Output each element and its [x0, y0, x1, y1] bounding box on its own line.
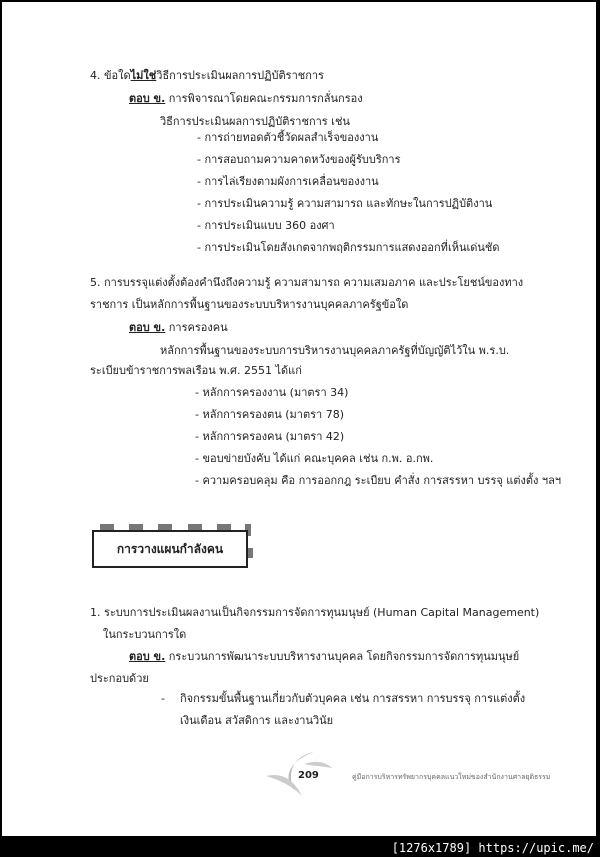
footer-text: คู่มือการบริหารทรัพยากรบุคคลแนวใหม่ของสำนักงานศาลยุติธรรม	[352, 773, 551, 781]
section-header	[92, 530, 248, 568]
list-item: - การไล่เรียงตามผังการเคลื่อนของงาน	[197, 175, 379, 188]
question-1-line2: ในกระบวนการใด	[103, 628, 187, 641]
document-page	[2, 2, 596, 836]
list-item: - ความครอบคลุม คือ การออกกฎ ระเบียบ คำสั่ง การสรรหา บรรจุ แต่งตั้ง ฯลฯ	[195, 474, 562, 487]
list-item: - การประเมินแบบ 360 องศา	[197, 219, 335, 232]
answer-1-line2: ประกอบด้วย	[90, 672, 149, 685]
explain-intro-4: วิธีการประเมินผลการปฏิบัติราชการ เช่น	[160, 115, 350, 128]
answer-4: ตอบ ข. การพิจารณาโดยคณะกรรมการกลั่นกรอง	[129, 92, 363, 105]
list-item: - การสอบถามความคาดหวังของผู้รับบริการ	[197, 153, 401, 166]
list-item: - หลักการครองคน (มาตรา 42)	[195, 430, 345, 443]
list-item: - การประเมินความรู้ ความสามารถ และทักษะในการปฏิบัติงาน	[197, 197, 493, 210]
question-4: 4. ข้อใดไม่ใช่วิธีการประเมินผลการปฏิบัติราชการ	[90, 69, 324, 82]
list-item: - ขอบข่ายบังคับ ได้แก่ คณะบุคคล เช่น ก.พ. อ.กพ.	[195, 452, 434, 465]
answer-5: ตอบ ข. การครองคน	[129, 321, 228, 334]
question-1-line1: 1. ระบบการประเมินผลงานเป็นกิจกรรมการจัดการทุนมนุษย์ (Human Capital Management)	[90, 606, 540, 619]
bullet: -	[161, 692, 165, 705]
answer-label: ตอบ ข.	[129, 650, 166, 663]
section-title: การวางแผนกำลังคน	[116, 541, 224, 556]
explain-5-line1: หลักการพื้นฐานของระบบการบริหารงานบุคคลภาครัฐที่บัญญัติไว้ใน พ.ร.บ.	[160, 344, 510, 357]
answer-label: ตอบ ข.	[129, 92, 166, 105]
list-item: กิจกรรมขั้นพื้นฐานเกี่ยวกับตัวบุคคล เช่น การสรรหา การบรรจุ การแต่งตั้ง	[180, 692, 526, 705]
page-number: 209	[298, 770, 319, 781]
watermark: [1276x1789] https://upic.me/	[391, 841, 594, 855]
list-item-cont: เงินเดือน สวัสดิการ และงานวินัย	[180, 714, 334, 727]
answer-1: ตอบ ข. กระบวนการพัฒนาระบบบริหารงานบุคคล โดยกิจกรรมการจัดการทุนมนุษย์	[129, 650, 520, 663]
list-item: - หลักการครองตน (มาตรา 78)	[195, 408, 344, 421]
answer-label: ตอบ ข.	[129, 321, 166, 334]
list-item: - การถ่ายทอดตัวชี้วัดผลสำเร็จของงาน	[197, 131, 379, 144]
list-item: - การประเมินโดยสังเกตจากพฤติกรรมการแสดงออกที่เห็นเด่นชัด	[197, 241, 500, 254]
list-item: - หลักการครองงาน (มาตรา 34)	[195, 386, 349, 399]
emphasis-not: ไม่ใช่	[130, 69, 157, 82]
explain-5-line2: ระเบียบข้าราชการพลเรือน พ.ศ. 2551 ได้แก่	[90, 364, 302, 377]
question-5-line2: ราชการ เป็นหลักการพื้นฐานของระบบบริหารงานบุคคลภาครัฐข้อใด	[90, 298, 409, 311]
question-5-line1: 5. การบรรจุแต่งตั้งต้องคำนึงถึงความรู้ ความสามารถ ความเสมอภาค และประโยชน์ของทาง	[90, 276, 524, 289]
